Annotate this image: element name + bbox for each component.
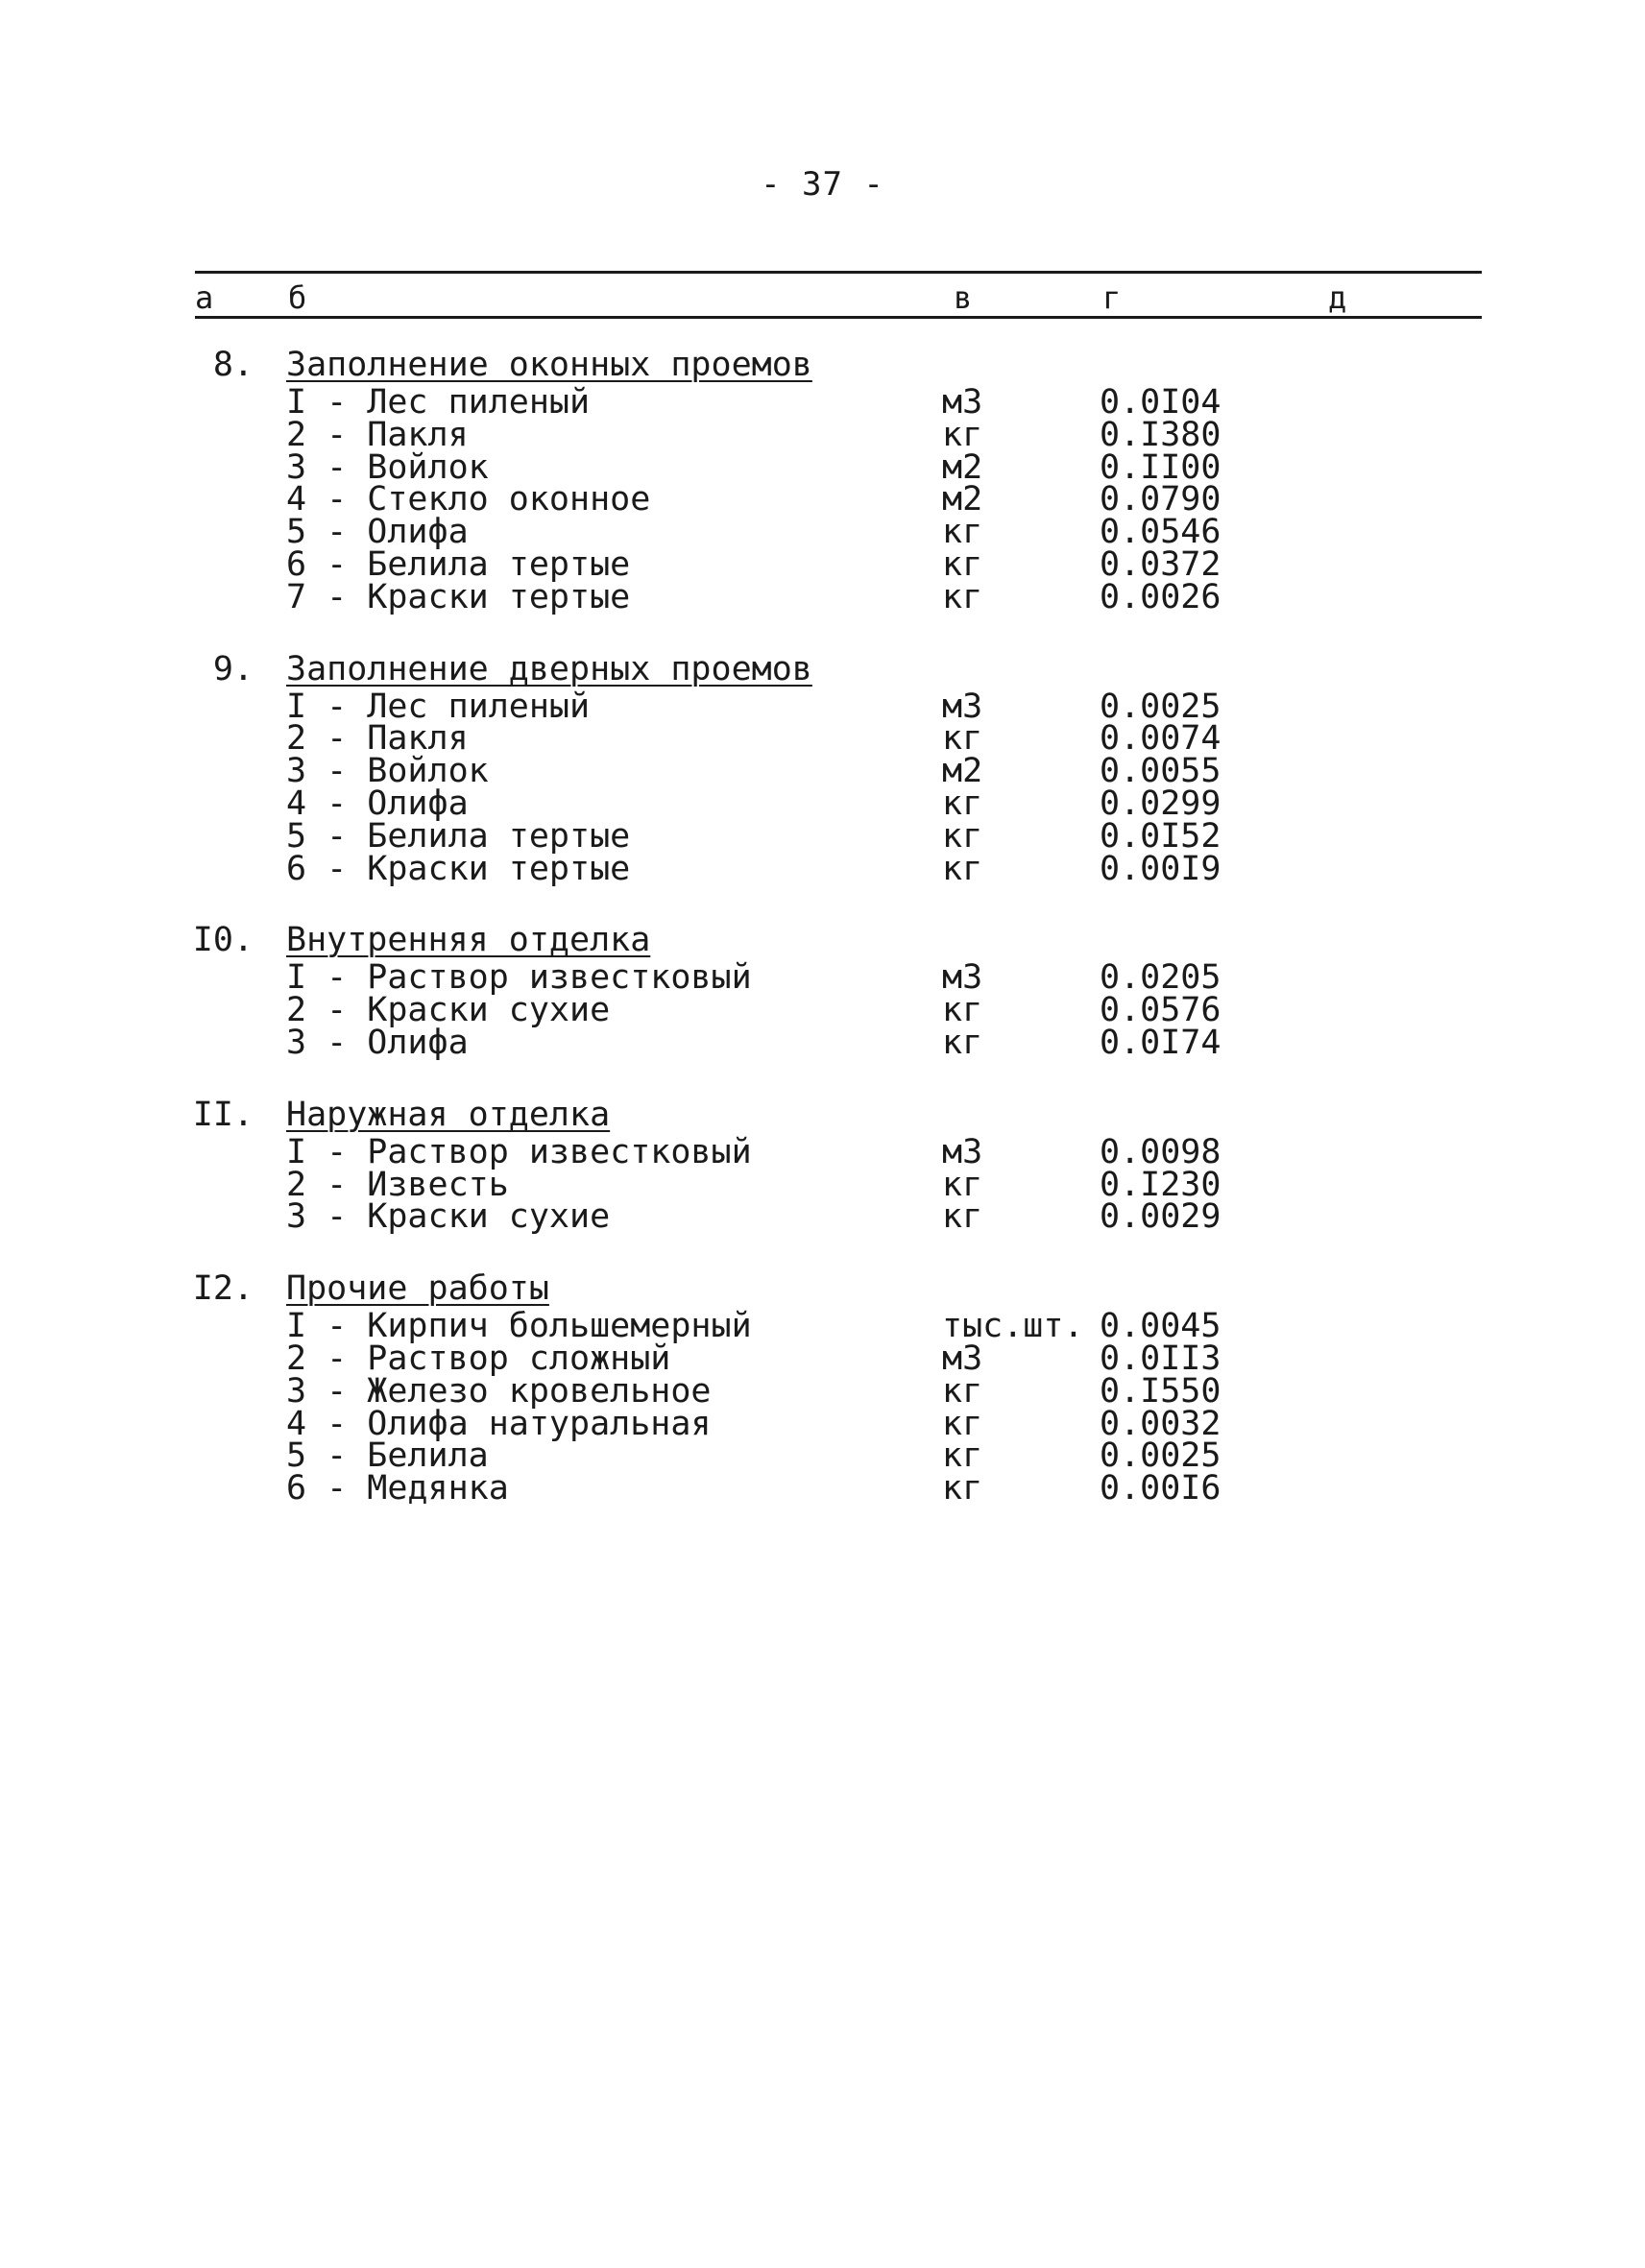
material-name: 6 - Белила тертые [286,544,631,584]
material-quantity: 0.II00 [1100,447,1222,487]
material-unit: кг [942,1436,983,1476]
material-row [195,1023,1482,1062]
material-unit: кг [942,719,983,759]
section-number: I2. [192,1269,254,1309]
material-row [195,1165,1482,1204]
material-quantity: 0.0098 [1100,1132,1222,1171]
section [195,642,1482,888]
section-number: 9. [212,649,254,688]
material-name: 4 - Олифа натуральная [286,1404,712,1443]
material-unit: кг [942,1371,983,1411]
table-header-row [195,274,1482,316]
material-unit: м2 [942,447,983,487]
material-row [195,687,1482,726]
material-row [195,544,1482,584]
material-name: 2 - Раствор сложный [286,1339,671,1378]
material-name: I - Раствор известковый [286,958,752,998]
material-unit: кг [942,1165,983,1204]
material-name: 4 - Олифа [286,784,469,823]
material-quantity: 0.0546 [1100,513,1222,552]
material-row [195,1469,1482,1508]
material-quantity: 0.0I04 [1100,383,1222,422]
material-name: 2 - Пакля [286,719,469,759]
page-number: - 37 - [761,165,884,204]
material-unit: кг [942,1197,983,1237]
section [192,1262,1482,1508]
material-name: 2 - Краски сухие [286,991,611,1030]
section-header [195,338,1482,386]
material-name: 7 - Краски тертые [286,577,631,616]
material-unit: кг [942,784,983,823]
material-row [195,1307,1482,1346]
table-header-rule [195,316,1482,319]
material-row [195,513,1482,552]
section [195,338,1482,614]
material-row [195,752,1482,791]
material-quantity: 0.0045 [1100,1307,1222,1346]
material-name: 6 - Медянка [286,1469,509,1508]
material-row [195,719,1482,759]
material-quantity: 0.I380 [1100,415,1222,454]
material-quantity: 0.00I9 [1100,849,1222,888]
material-quantity: 0.0029 [1100,1197,1222,1237]
material-row [195,849,1482,888]
section [192,913,1482,1062]
section-number: II. [192,1095,254,1134]
section-header [195,642,1482,690]
material-quantity: 0.I230 [1100,1165,1222,1204]
material-quantity: 0.0790 [1100,480,1222,519]
material-name: 2 - Пакля [286,415,469,454]
material-row [195,784,1482,823]
material-row [195,1132,1482,1171]
material-quantity: 0.0I74 [1100,1023,1222,1062]
material-name: 4 - Стекло оконное [286,480,651,519]
material-name: 3 - Войлок [286,752,489,791]
material-name: I - Раствор известковый [286,1132,752,1171]
material-unit: тыс.шт. [942,1307,1084,1346]
material-unit: кг [942,1469,983,1508]
material-name: I - Кирпич большемерный [286,1307,752,1346]
material-unit: м2 [942,752,983,791]
material-row [195,577,1482,616]
material-name: 3 - Краски сухие [286,1197,611,1237]
material-quantity: 0.0299 [1100,784,1222,823]
material-name: I - Лес пиленый [286,383,591,422]
section-title: Прочие работы [286,1269,549,1309]
material-row [195,1404,1482,1443]
material-name: 3 - Олифа [286,1023,469,1062]
section-header [192,1262,1482,1310]
material-quantity: 0.I550 [1100,1371,1222,1411]
material-unit: м3 [942,1339,983,1378]
material-unit: м2 [942,480,983,519]
material-row [195,1436,1482,1476]
section-header [192,913,1482,961]
material-row [195,991,1482,1030]
material-quantity: 0.0055 [1100,752,1222,791]
material-quantity: 0.0I52 [1100,816,1222,856]
material-row [195,383,1482,422]
material-row [195,415,1482,454]
material-quantity: 0.0205 [1100,958,1222,998]
materials-table [192,271,1482,1533]
material-quantity: 0.0025 [1100,1436,1222,1476]
material-unit: м3 [942,958,983,998]
material-row [195,1339,1482,1378]
material-name: 2 - Известь [286,1165,509,1204]
material-quantity: 0.0576 [1100,991,1222,1030]
material-unit: кг [942,991,983,1030]
column-header-d: д [1328,279,1347,316]
table-body [192,338,1482,1508]
material-row [195,816,1482,856]
material-quantity: 0.0032 [1100,1404,1222,1443]
section-number: I0. [192,921,254,960]
column-header-a: а [195,279,214,316]
material-unit: кг [942,544,983,584]
column-header-v: в [954,279,973,316]
material-unit: кг [942,513,983,552]
material-unit: м3 [942,687,983,726]
section-number: 8. [212,346,254,384]
column-header-g: г [1102,279,1122,316]
material-row [195,1371,1482,1411]
material-name: 5 - Белила тертые [286,816,631,856]
material-row [195,480,1482,519]
material-unit: м3 [942,383,983,422]
material-unit: кг [942,1023,983,1062]
material-unit: м3 [942,1132,983,1171]
material-name: 3 - Железо кровельное [286,1371,712,1411]
material-quantity: 0.0026 [1100,577,1222,616]
material-quantity: 0.0II3 [1100,1339,1222,1378]
material-quantity: 0.0074 [1100,719,1222,759]
material-name: 5 - Белила [286,1436,489,1476]
material-quantity: 0.00I6 [1100,1469,1222,1508]
section [192,1088,1482,1237]
column-header-b: б [288,279,307,316]
material-unit: кг [942,849,983,888]
material-unit: кг [942,577,983,616]
section-title: Заполнение дверных проемов [286,649,812,688]
material-row [195,958,1482,998]
material-row [195,447,1482,487]
section-title: Внутренняя отделка [286,921,651,960]
material-name: 3 - Войлок [286,447,489,487]
section-title: Наружная отделка [286,1095,611,1134]
material-name: 6 - Краски тертые [286,849,631,888]
material-quantity: 0.0025 [1100,687,1222,726]
section-title: Заполнение оконных проемов [286,346,812,384]
material-unit: кг [942,415,983,454]
material-unit: кг [942,1404,983,1443]
material-name: I - Лес пиленый [286,687,591,726]
material-unit: кг [942,816,983,856]
section-header [192,1088,1482,1136]
material-quantity: 0.0372 [1100,544,1222,584]
material-name: 5 - Олифа [286,513,469,552]
material-row [195,1197,1482,1237]
